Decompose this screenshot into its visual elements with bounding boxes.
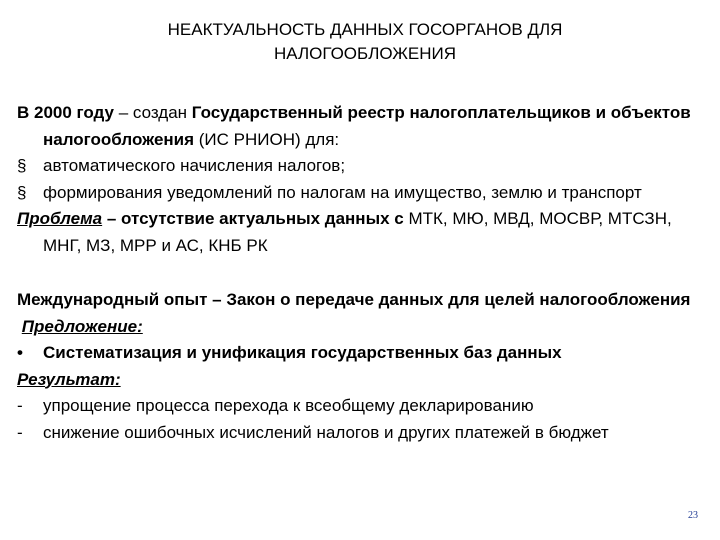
slide-body	[17, 100, 707, 446]
list-item	[17, 153, 707, 180]
list-item-text: формирования уведомлений по налогам на имущество, землю и транспорт	[43, 182, 642, 202]
registry-rest: (ИС РНИОН) для:	[194, 129, 340, 149]
page-number: 23	[688, 510, 698, 521]
slide-title	[60, 18, 670, 66]
year-text: В 2000 году	[17, 103, 115, 122]
list-item	[17, 340, 707, 367]
problem-bold-text: – отсутствие актуальных данных с	[102, 209, 404, 228]
created-text: – создан	[114, 103, 192, 122]
list-item-text: автоматического начисления налогов;	[43, 156, 346, 175]
proposal-label: Предложение:	[21, 316, 143, 336]
problem-rest-text: МТК, МЮ, МВД, МОСВР, МТСЗН, МНГ, МЗ, МРР и АС, КНБ РК	[43, 209, 672, 255]
registry-paragraph	[17, 100, 707, 153]
problem-label: Проблема	[17, 209, 103, 228]
bullet-dot-icon: •	[17, 343, 23, 362]
proposal-heading	[17, 314, 707, 341]
title-line-1: НЕАКТУАЛЬНОСТЬ ДАННЫХ ГОСОРГАНОВ ДЛЯ	[167, 20, 563, 39]
intl-paragraph	[17, 287, 707, 314]
section-bullet-icon: §	[17, 156, 27, 175]
result-item-text: упрощение процесса перехода к всеобщему декларированию	[43, 396, 534, 415]
list-item	[17, 180, 707, 207]
spacer	[17, 259, 707, 287]
problem-paragraph	[17, 206, 707, 259]
list-item	[17, 393, 707, 420]
result-item-text: снижение ошибочных исчислений налогов и других платежей в бюджет	[43, 422, 609, 442]
title-line-2: НАЛОГООБЛОЖЕНИЯ	[273, 44, 457, 63]
dash-bullet-icon: -	[17, 422, 23, 442]
intl-text: Международный опыт – Закон о передаче данных для целей налогообложения	[17, 290, 691, 309]
result-label: Результат:	[17, 369, 121, 389]
dash-bullet-icon: -	[17, 396, 23, 415]
section-bullet-icon: §	[17, 182, 27, 202]
proposal-item-text: Систематизация и унификация государственных баз данных	[43, 343, 562, 362]
registry-name: Государственный реестр налогоплательщиков и объектов налогообложения	[43, 103, 691, 149]
result-heading	[17, 367, 707, 394]
list-item	[17, 420, 707, 447]
